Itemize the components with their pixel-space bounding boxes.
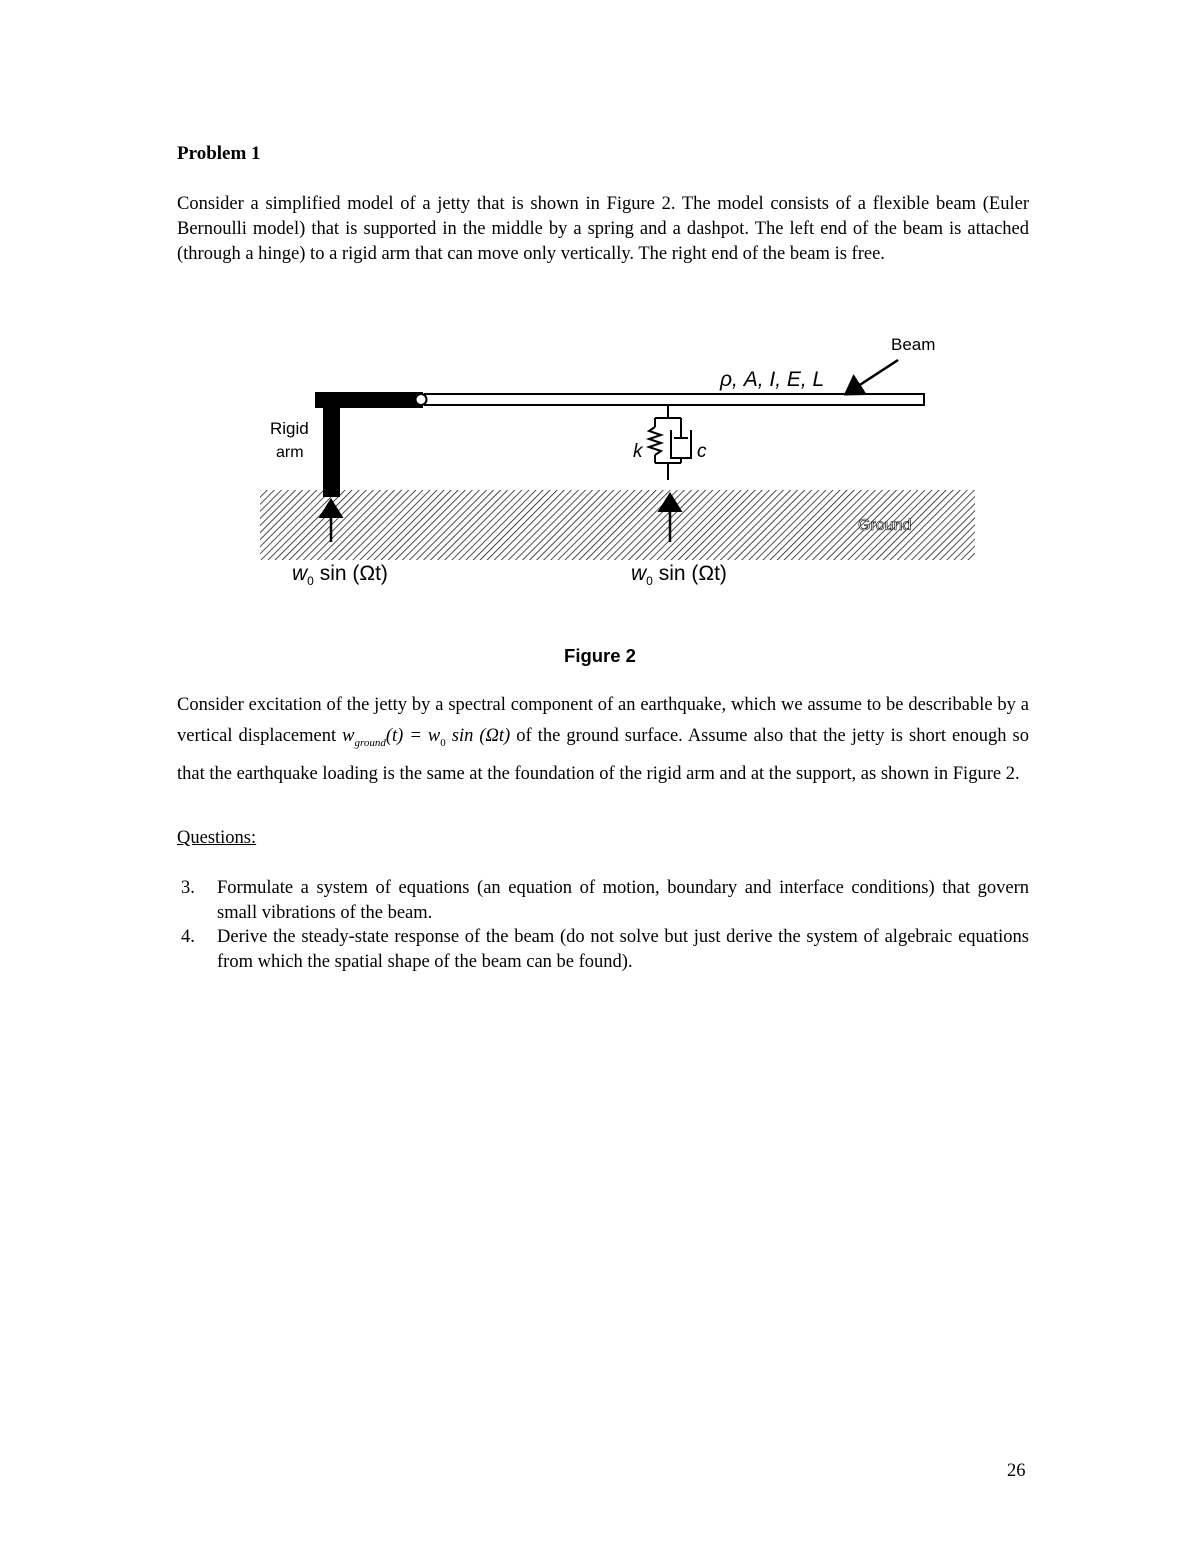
excitation-text-part2: of the ground surface. Assume also that the jetty is short enough so that the earthquake loading is the same at the foundation of the rigid arm and at the support, as shown in Figure 2.	[177, 726, 1029, 784]
beam-params-label: ρ, A, I, E, L	[720, 368, 825, 391]
ground-label: Ground	[858, 517, 912, 534]
svg-text:w0 sin (Ωt): $w_0$ sin (Ωt)	[292, 562, 388, 588]
spring-k-label: k	[633, 441, 643, 462]
rigid-arm-label-line1: Rigid	[270, 419, 309, 438]
beam-label: Beam	[891, 335, 936, 354]
hinge	[416, 394, 427, 405]
ground-displacement-formula: $w_{ground}(t) = w_0$ sin (Ωt)	[342, 726, 511, 749]
dashpot-c-label: c	[697, 441, 707, 462]
rigid-arm-vertical	[323, 392, 340, 497]
question-text: Formulate a system of equations (an equation of motion, boundary and interface conditions) that govern small vibrations of the beam.	[217, 878, 1029, 923]
question-number: 4.	[181, 927, 195, 947]
page-number: 26	[1007, 1461, 1026, 1481]
excitation-label-right	[631, 562, 727, 588]
excitation-label-left	[292, 562, 388, 588]
beam	[425, 394, 924, 405]
question-item	[177, 876, 1029, 925]
question-text: Derive the steady-state response of the beam (do not solve but just derive the system of algebraic equations from which the spatial shape of the beam can be found).	[217, 927, 1029, 972]
questions-list	[177, 876, 1029, 974]
excitation-paragraph	[177, 690, 1029, 790]
excitation-text-part1: Consider excitation of the jetty by a spectral component of an earthquake, which we assume to be describable by a vertical displacement	[177, 695, 1029, 746]
beam-pointer-arrow	[852, 360, 898, 390]
intro-paragraph: Consider a simplified model of a jetty that is shown in Figure 2. The model consists of a flexible beam (Euler Bernoulli model) that is supported in the middle by a spring and a dashpot. The left end of the beam is attached (through a hinge) to a rigid arm that can move only vertically. The right end of the beam is free.	[177, 194, 1029, 264]
question-number: 3.	[181, 878, 195, 898]
spring-dashpot	[649, 405, 691, 480]
questions-heading: Questions:	[177, 828, 257, 848]
jetty-diagram	[250, 330, 990, 595]
rigid-arm-label-line2: arm	[276, 444, 304, 461]
problem-heading: Problem 1	[177, 143, 261, 164]
svg-text:w0 sin (Ωt): $w_0$ sin (Ωt)	[631, 562, 727, 588]
figure-caption: Figure 2	[564, 645, 636, 666]
question-item	[177, 925, 1029, 974]
